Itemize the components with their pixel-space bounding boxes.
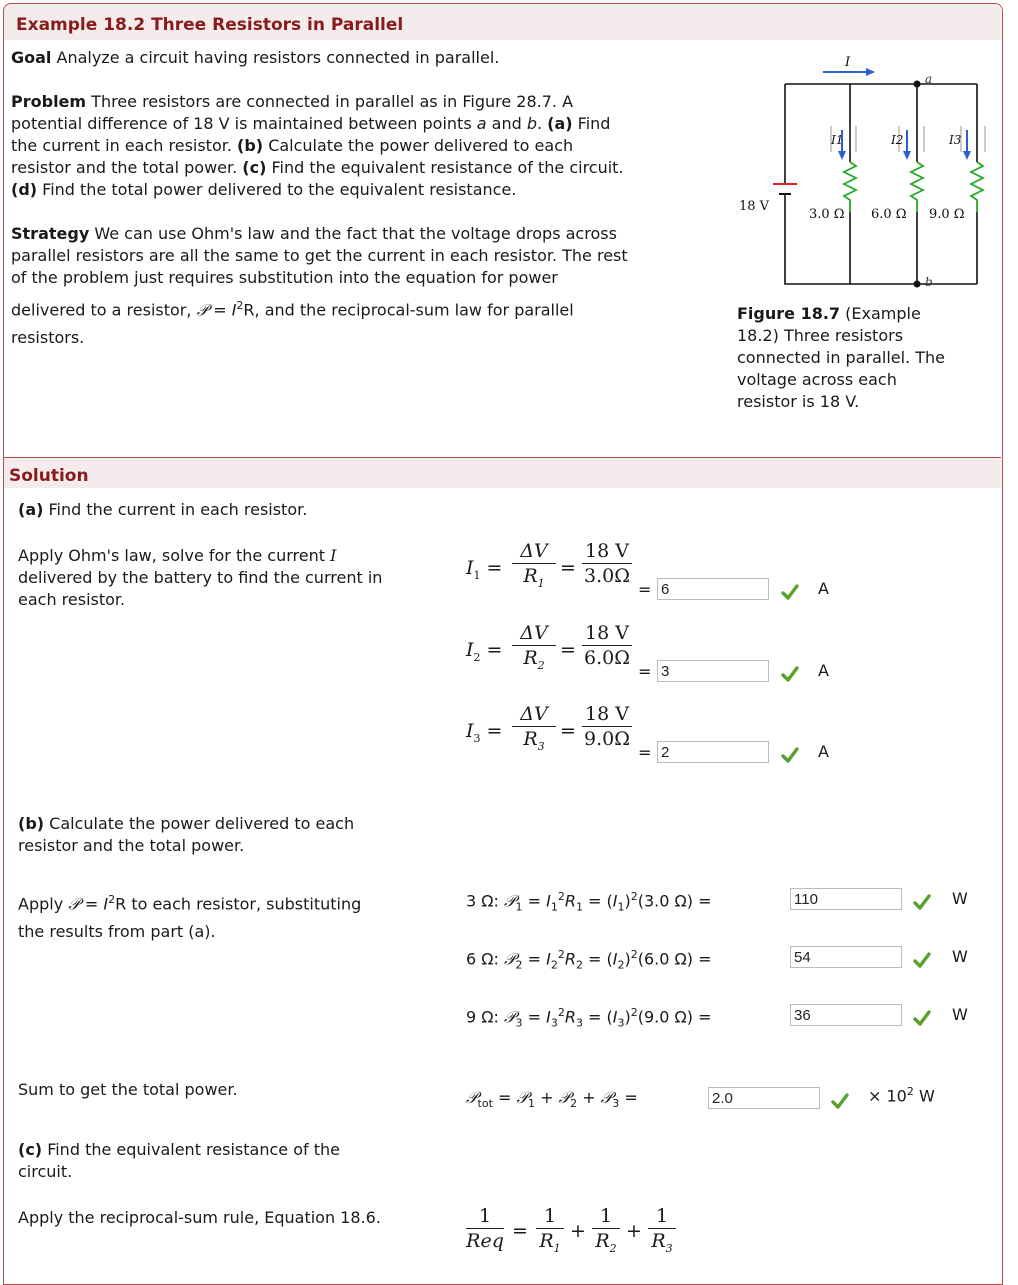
figure-caption-label: Figure 18.7 bbox=[737, 304, 841, 323]
denominator bbox=[648, 1229, 676, 1255]
plus-sign: + bbox=[570, 1220, 586, 1242]
power-unit: W bbox=[952, 947, 968, 966]
numerator: 1 bbox=[536, 1205, 564, 1229]
equals-sign: = bbox=[512, 1220, 528, 1242]
power-equation: 3 Ω: 𝒫$_1$ = $I_1^2R_1 = (I_1)^2(3.0$ Ω) = bbox=[466, 890, 712, 914]
problem-paragraph bbox=[11, 91, 731, 201]
r-symbol: R bbox=[595, 1230, 610, 1252]
resistor-icons bbox=[844, 162, 983, 212]
strategy-line: We can use Ohm's law and the fact that the voltage drops across bbox=[89, 224, 617, 243]
subscript: 2 bbox=[515, 958, 523, 972]
battery-label: 18 V bbox=[739, 199, 770, 214]
r-symbol: R bbox=[523, 565, 538, 587]
exponent: 2 bbox=[236, 299, 244, 312]
equals-sign: = bbox=[638, 743, 652, 762]
ohm-line: delivered by the battery to find the current in bbox=[18, 568, 383, 587]
check-icon bbox=[913, 894, 931, 910]
denominator: 9.0Ω bbox=[584, 728, 630, 750]
r-symbol: R bbox=[523, 647, 538, 669]
r-symbol: R bbox=[539, 1230, 554, 1252]
problem-text: and bbox=[486, 114, 527, 133]
power-symbol: 𝒫 bbox=[558, 1088, 571, 1107]
denominator bbox=[592, 1229, 620, 1255]
part-c-label: (c) bbox=[18, 1140, 43, 1159]
subscript: 2 bbox=[537, 658, 545, 672]
equals-sign: = bbox=[560, 557, 576, 579]
circuit-diagram bbox=[735, 52, 995, 292]
subscript: 3 bbox=[515, 1016, 523, 1030]
equals-sign: = bbox=[638, 662, 652, 681]
power-unit: W bbox=[952, 1005, 968, 1024]
solution-title: Solution bbox=[9, 466, 89, 486]
recip-frac-req bbox=[466, 1205, 504, 1252]
goal-text: Analyze a circuit having resistors connected in parallel. bbox=[51, 48, 500, 67]
figure-caption bbox=[737, 303, 997, 413]
current-symbol: I bbox=[231, 300, 237, 320]
value-fraction bbox=[582, 703, 632, 750]
i3-label: I3 bbox=[949, 133, 962, 147]
strategy-text: = bbox=[208, 300, 232, 320]
subscript: 1 bbox=[528, 1097, 536, 1111]
problem-text: Calculate the power delivered to each bbox=[263, 136, 574, 155]
unit-prefix: × 10 bbox=[868, 1086, 907, 1106]
caption-line: (Example bbox=[840, 304, 921, 323]
current-unit: A bbox=[818, 661, 829, 680]
problem-text: Find bbox=[572, 114, 611, 133]
r1-label: 3.0 Ω bbox=[809, 207, 845, 222]
power-input[interactable]: 110 bbox=[790, 888, 902, 910]
strategy-line: resistors. bbox=[11, 328, 85, 348]
subscript: 2 bbox=[609, 1241, 617, 1255]
check-icon bbox=[781, 666, 799, 682]
part-a-label: (a) bbox=[18, 500, 44, 519]
resistor-tag: 9 Ω: bbox=[466, 1007, 504, 1027]
resistor-tag: 3 Ω: bbox=[466, 891, 504, 911]
current-input[interactable]: 2 bbox=[657, 741, 769, 763]
power-input[interactable]: 54 bbox=[790, 946, 902, 968]
ohm-fraction bbox=[512, 622, 556, 672]
current-input[interactable]: 6 bbox=[657, 578, 769, 600]
current-label: I bbox=[845, 55, 851, 70]
recip-text: Apply the reciprocal-sum rule, Equation 18.6. bbox=[18, 1208, 381, 1227]
r2-label: 6.0 Ω bbox=[871, 207, 907, 222]
current-symbol: $I_2$ = bbox=[466, 639, 503, 664]
node-b bbox=[914, 281, 921, 288]
subscript: 3 bbox=[665, 1241, 673, 1255]
numerator: ΔV bbox=[512, 703, 556, 727]
subscript: 2 bbox=[570, 1097, 578, 1111]
part-b-text: resistor and the total power. bbox=[18, 836, 245, 855]
part-c-text: circuit. bbox=[18, 1162, 73, 1181]
denominator: Req bbox=[466, 1230, 504, 1252]
power-symbol: 𝒫 bbox=[600, 1088, 613, 1107]
apply-text: Apply bbox=[18, 894, 69, 914]
power-unit: W bbox=[952, 889, 968, 908]
denominator bbox=[536, 1229, 564, 1255]
numerator: 18 V bbox=[582, 703, 632, 727]
goal-paragraph bbox=[11, 47, 499, 69]
equals-sign: = bbox=[560, 639, 576, 661]
problem-line: Find the total power delivered to the equivalent resistance. bbox=[37, 180, 517, 199]
part-b-text: Calculate the power delivered to each bbox=[44, 814, 355, 833]
r-symbol: R bbox=[651, 1230, 666, 1252]
subscript: 3 bbox=[537, 739, 545, 753]
goal-label: Goal bbox=[11, 48, 52, 67]
problem-text: Find the equivalent resistance of the circuit. bbox=[266, 158, 624, 177]
apply-text: the results from part (a). bbox=[18, 922, 216, 942]
numerator: 1 bbox=[648, 1205, 676, 1229]
total-power-input[interactable]: 2.0 bbox=[708, 1087, 820, 1109]
numerator: 18 V bbox=[582, 622, 632, 646]
recip-frac-r2 bbox=[592, 1205, 620, 1255]
strategy-line: delivered to a resistor, bbox=[11, 300, 197, 320]
denominator bbox=[512, 727, 556, 753]
node-a bbox=[914, 81, 921, 88]
part-b-heading bbox=[18, 813, 354, 857]
i2-label: I2 bbox=[891, 133, 904, 147]
subscript: 1 bbox=[553, 1241, 561, 1255]
power-instructions bbox=[18, 889, 361, 943]
subscript: 3 bbox=[612, 1097, 620, 1111]
power-equation: 6 Ω: 𝒫$_2$ = $I_2^2R_2 = (I_2)^2(6.0$ Ω) = bbox=[466, 948, 712, 972]
point-b-ref: b bbox=[526, 114, 537, 133]
value-fraction bbox=[582, 622, 632, 669]
strategy-line: parallel resistors are all the same to get the current in each resistor. The rest bbox=[11, 246, 628, 265]
part-a-heading bbox=[18, 499, 307, 521]
problem-line: Three resistors are connected in parallel as in Figure 28.7. A bbox=[86, 92, 574, 111]
denominator bbox=[512, 646, 556, 672]
current-unit: A bbox=[818, 579, 829, 598]
problem-line: the current in each resistor. bbox=[11, 136, 238, 155]
point-a-label: a bbox=[925, 72, 933, 86]
resistor-tag: 6 Ω: bbox=[466, 949, 504, 969]
part-c-heading bbox=[18, 1139, 340, 1183]
resistance-value: 9.0 Ω bbox=[643, 1007, 687, 1027]
check-icon bbox=[831, 1093, 849, 1109]
power-symbol: 𝒫 bbox=[68, 894, 80, 914]
part-a-text: Find the current in each resistor. bbox=[43, 500, 308, 519]
power-symbol: 𝒫 bbox=[466, 1088, 478, 1107]
recip-frac-r3 bbox=[648, 1205, 676, 1255]
strategy-paragraph bbox=[11, 223, 731, 349]
point-b-label: b bbox=[925, 275, 933, 289]
power-symbol: 𝒫 bbox=[196, 300, 209, 320]
ohm-fraction bbox=[512, 703, 556, 753]
numerator: 1 bbox=[592, 1205, 620, 1229]
total-subscript: tot bbox=[477, 1097, 493, 1111]
problem-text: . bbox=[537, 114, 548, 133]
ohm-current-symbol: I bbox=[330, 546, 337, 565]
strategy-label: Strategy bbox=[11, 224, 90, 243]
strategy-line: of the problem just requires substitution into the equation for power bbox=[11, 268, 558, 287]
problem-line: resistor and the total power. bbox=[11, 158, 243, 177]
value-fraction bbox=[582, 540, 632, 587]
current-symbol: $I_1$ = bbox=[466, 557, 503, 582]
unit-exponent: 2 bbox=[906, 1085, 914, 1098]
numerator: 1 bbox=[466, 1205, 504, 1229]
strategy-text: R, and the reciprocal-sum law for parallel bbox=[243, 300, 574, 320]
apply-text: = bbox=[79, 894, 104, 914]
exponent: 2 bbox=[108, 893, 116, 906]
r-symbol: R bbox=[523, 728, 538, 750]
caption-line: connected in parallel. The bbox=[737, 348, 945, 367]
apply-text: R to each resistor, substituting bbox=[115, 894, 362, 914]
caption-line: resistor is 18 V. bbox=[737, 392, 860, 411]
caption-line: 18.2) Three resistors bbox=[737, 326, 904, 345]
denominator: 6.0Ω bbox=[584, 647, 630, 669]
total-power-equation: 𝒫$_{tot}$ = 𝒫$_1$ + 𝒫$_2$ + 𝒫$_3$ = bbox=[466, 1088, 638, 1111]
recip-frac-r1 bbox=[536, 1205, 564, 1255]
denominator bbox=[512, 564, 556, 590]
battery-icon bbox=[773, 184, 797, 194]
current-unit: A bbox=[818, 742, 829, 761]
caption-line: voltage across each bbox=[737, 370, 897, 389]
problem-label: Problem bbox=[11, 92, 87, 111]
part-d-label: (d) bbox=[11, 180, 38, 199]
sum-text: Sum to get the total power. bbox=[18, 1080, 238, 1099]
r3-label: 9.0 Ω bbox=[929, 207, 965, 222]
plus-sign: + bbox=[626, 1220, 642, 1242]
example-title: Example 18.2 Three Resistors in Parallel bbox=[16, 15, 404, 35]
power-symbol: 𝒫 bbox=[516, 1088, 529, 1107]
current-input[interactable]: 3 bbox=[657, 660, 769, 682]
check-icon bbox=[913, 952, 931, 968]
resistance-value: 3.0 Ω bbox=[643, 891, 687, 911]
part-c-label: (c) bbox=[242, 158, 267, 177]
equals-sign: = bbox=[638, 580, 652, 599]
part-b-label: (b) bbox=[237, 136, 264, 155]
ohm-fraction bbox=[512, 540, 556, 590]
current-symbol: $I_3$ = bbox=[466, 720, 503, 745]
check-icon bbox=[781, 747, 799, 763]
denominator: 3.0Ω bbox=[584, 565, 630, 587]
part-b-label: (b) bbox=[18, 814, 45, 833]
subscript: 1 bbox=[515, 900, 523, 914]
total-power-unit bbox=[868, 1085, 935, 1105]
power-equation: 9 Ω: 𝒫$_3$ = $I_3^2R_3 = (I_3)^2(9.0$ Ω) = bbox=[466, 1006, 712, 1030]
ohm-line: each resistor. bbox=[18, 590, 126, 609]
numerator: 18 V bbox=[582, 540, 632, 564]
unit-text: W bbox=[913, 1086, 935, 1106]
numerator: ΔV bbox=[512, 540, 556, 564]
part-a-label: (a) bbox=[547, 114, 573, 133]
equals-sign: = bbox=[560, 720, 576, 742]
solution-header bbox=[4, 457, 1001, 488]
numerator: ΔV bbox=[512, 622, 556, 646]
point-a-ref: a bbox=[476, 114, 487, 133]
check-icon bbox=[913, 1010, 931, 1026]
check-icon bbox=[781, 584, 799, 600]
circuit-wires bbox=[785, 84, 977, 284]
subscript: 1 bbox=[537, 576, 545, 590]
ohm-line: Apply Ohm's law, solve for the current bbox=[18, 546, 331, 565]
problem-line: potential difference of 18 V is maintained between points bbox=[11, 114, 477, 133]
ohm-instructions bbox=[18, 545, 448, 611]
i1-label: I1 bbox=[831, 133, 844, 147]
part-c-text: Find the equivalent resistance of the bbox=[42, 1140, 340, 1159]
resistance-value: 6.0 Ω bbox=[643, 949, 687, 969]
current-symbol: I bbox=[103, 894, 109, 914]
power-input[interactable]: 36 bbox=[790, 1004, 902, 1026]
